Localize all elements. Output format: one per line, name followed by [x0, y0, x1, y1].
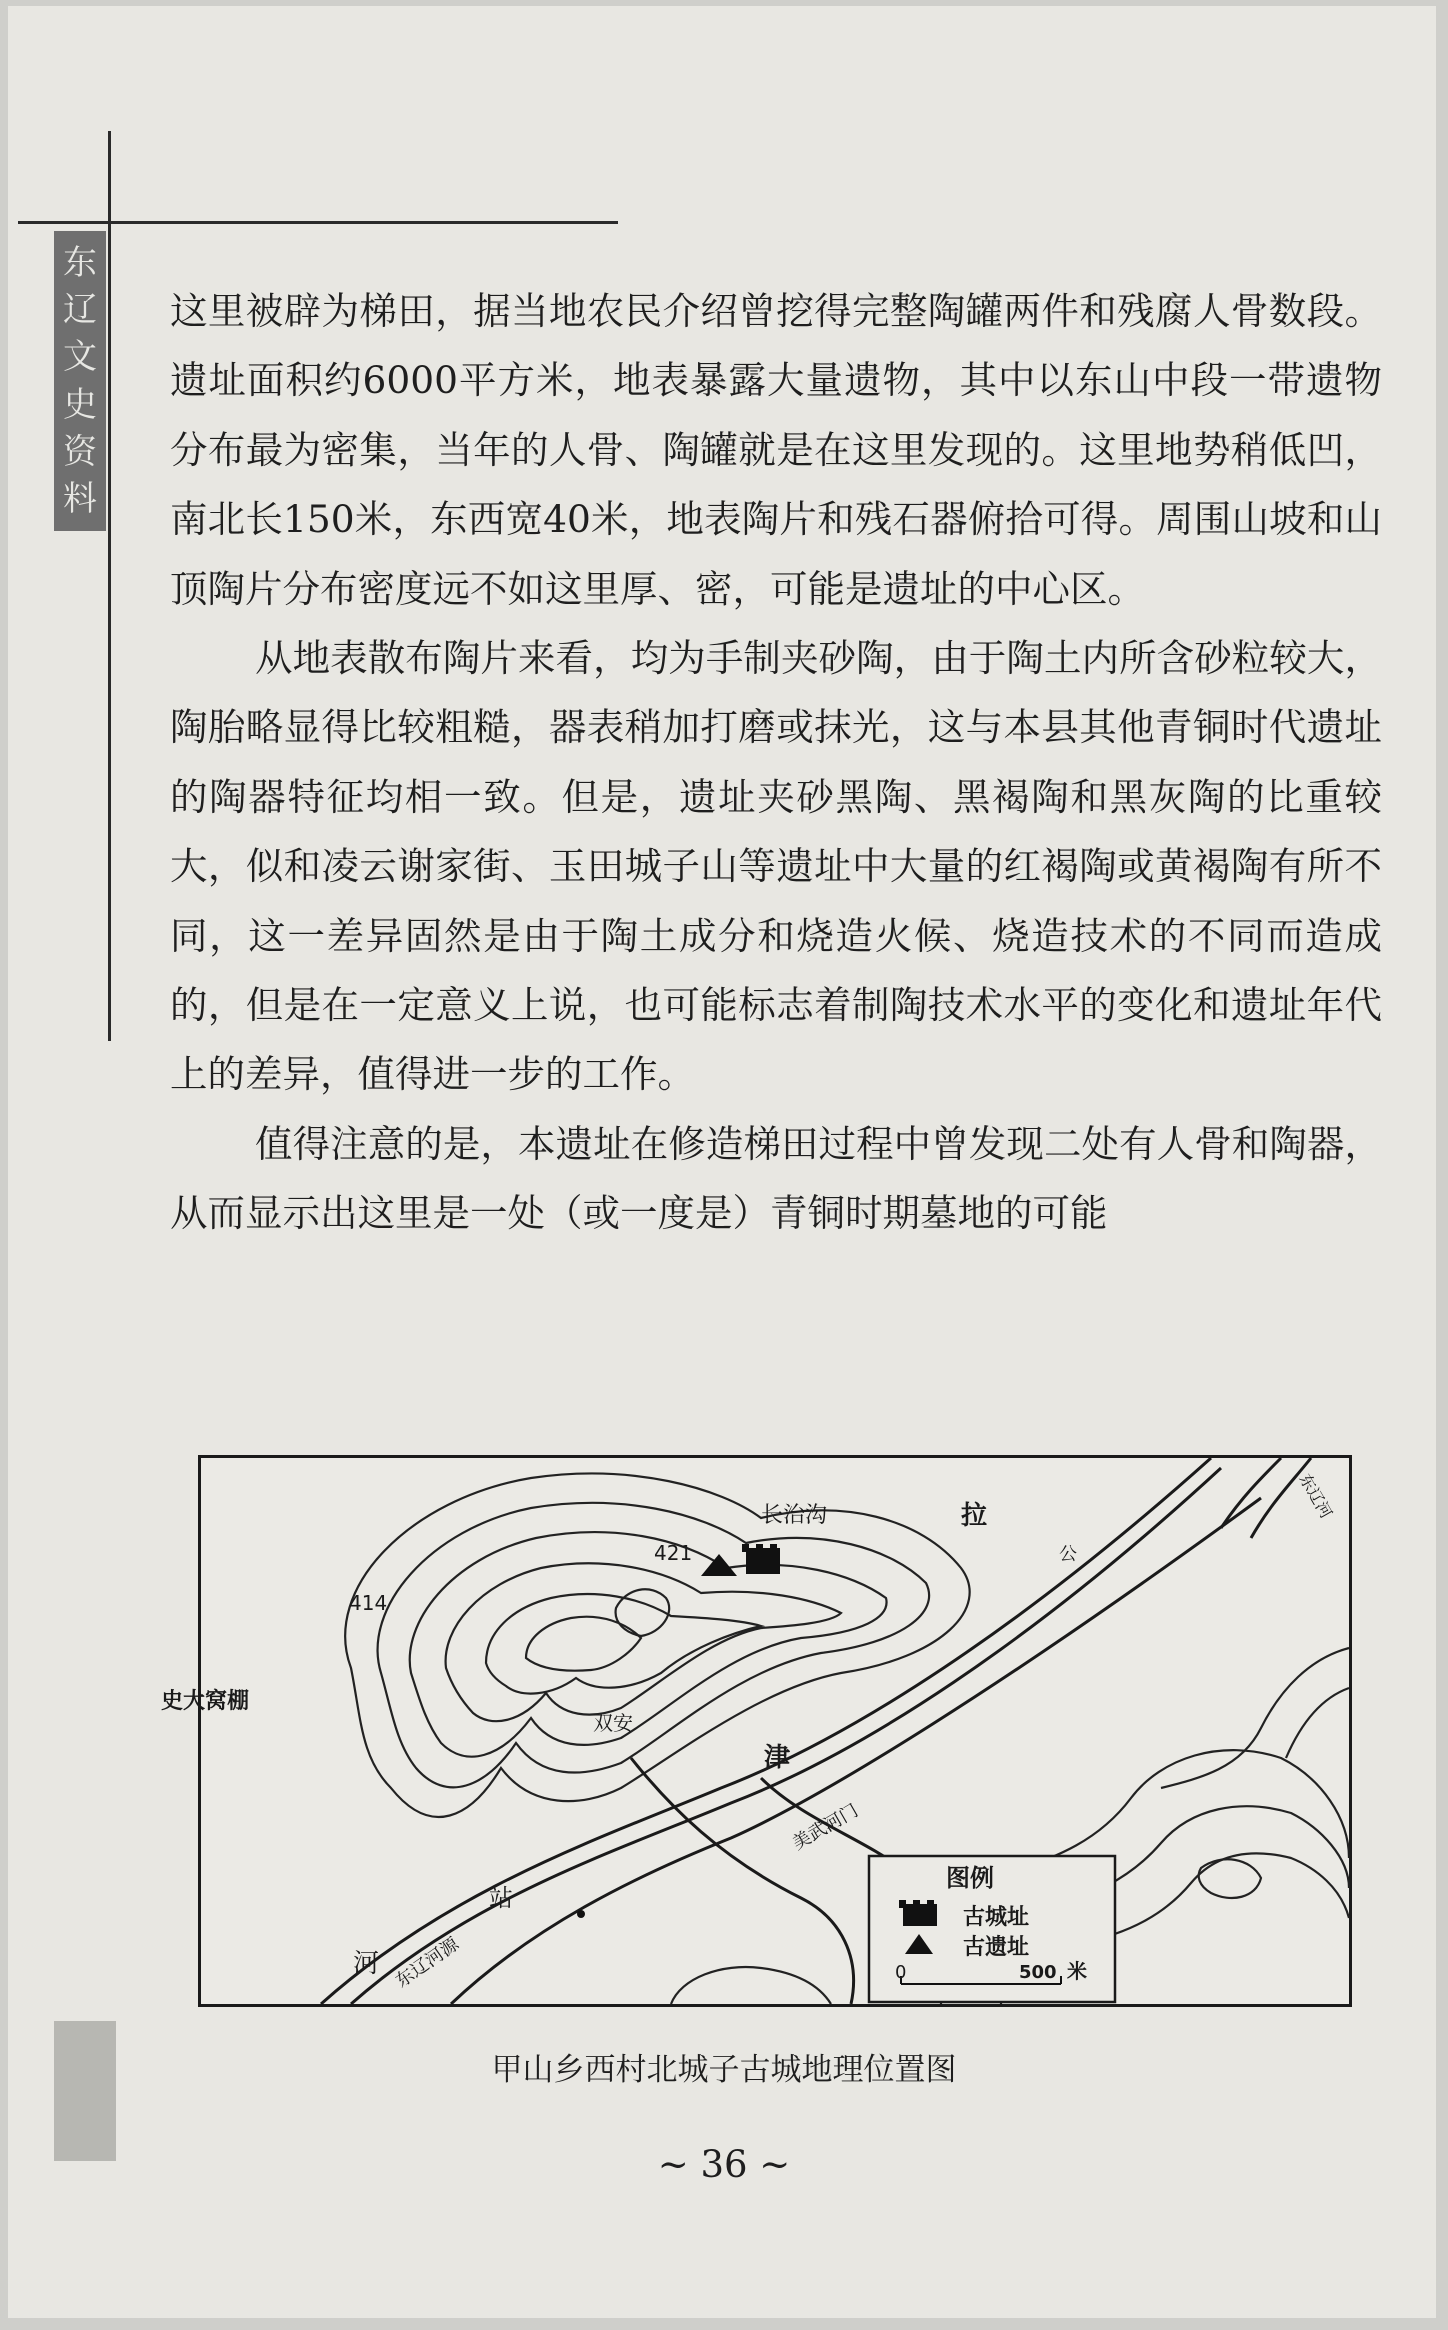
scale-start: 0 — [895, 1962, 907, 1983]
label-zhan: 站 — [489, 1884, 513, 1912]
side-char: 文 — [63, 337, 97, 378]
label-peak-421: 421 — [654, 1541, 693, 1565]
header-rule-vertical — [108, 131, 111, 1041]
edge-shading — [54, 2021, 116, 2161]
series-side-tab — [54, 231, 106, 531]
label-changzhigou: 长治沟 — [761, 1503, 828, 1528]
side-char: 资 — [63, 431, 97, 472]
side-char: 辽 — [63, 289, 97, 330]
label-peak-414: 414 — [349, 1591, 388, 1615]
side-char: 料 — [63, 479, 97, 520]
paragraph: 从地表散布陶片来看，均为手制夹砂陶，由于陶土内所含砂粒较大，陶胎略显得比较粗糙，器表稍加打磨或抹光，这与本县其他青铜时代遗址的陶器特征均相一致。但是，遗址夹砂黑陶、黑褐陶和黑灰陶的比重较大，似和凌云谢家街、玉田城子山等遗址中大量的红褐陶或黄褐陶有所不同，这一差异固然是由于陶土成分和烧造火候、烧造技术的不同而造成的，但是在一定意义上说，也可能标志着制陶技术水平的变化和遗址年代上的差异，值得进一步的工作。 — [170, 636, 1382, 1097]
paragraph: 值得注意的是，本遗址在修造梯田过程中曾发现二处有人骨和陶器，从而显示出这里是一处（或一度是）青铜时期墓地的可能 — [170, 1121, 1382, 1236]
label-gong: 公 — [1059, 1544, 1077, 1565]
side-char: 东 — [63, 242, 97, 283]
scale-end: 500 — [1019, 1962, 1057, 1983]
label-jin: 津 — [764, 1743, 791, 1773]
map-drawing — [161, 1458, 1349, 2004]
scale-unit: 米 — [1067, 1959, 1087, 1983]
roads-rivers — [321, 1458, 1311, 2004]
label-shidawopeng: 史大窝棚 — [161, 1689, 250, 1714]
map-legend — [869, 1856, 1115, 2002]
legend-item-site: 古遗址 — [963, 1935, 1030, 1960]
label-la: 拉 — [961, 1501, 988, 1531]
contour-lines — [345, 1474, 1349, 2004]
paragraph: 这里被辟为梯田，据当地农民介绍曾挖得完整陶罐两件和残腐人骨数段。遗址面积约6000平方米，地表暴露大量遗物，其中以东山中段一带遗物分布最为密集，当年的人骨、陶罐就是在这里发现的。这里地势稍低凹，南北长150米，东西宽40米，地表陶片和残石器俯拾可得。周围山坡和山顶陶片分布密度远不如这里厚、密，可能是遗址的中心区。 — [170, 289, 1382, 611]
location-map — [161, 1455, 1352, 2007]
label-meiwuhemen: 美武河门 — [789, 1800, 862, 1855]
legend-item-city: 古城址 — [963, 1905, 1030, 1930]
legend-title: 图例 — [946, 1864, 994, 1892]
side-char: 史 — [63, 384, 97, 425]
map-caption: 甲山乡西村北城子古城地理位置图 — [491, 2052, 957, 2088]
label-dongliaohe: 东辽河源 — [391, 1933, 463, 1993]
label-shuangan: 双安 — [593, 1711, 633, 1735]
body-text — [170, 277, 1382, 1249]
page-number: ~ 36 ~ — [657, 2143, 791, 2186]
label-he: 河 — [353, 1949, 380, 1979]
label-river-ne: 东辽河 — [1295, 1470, 1336, 1522]
